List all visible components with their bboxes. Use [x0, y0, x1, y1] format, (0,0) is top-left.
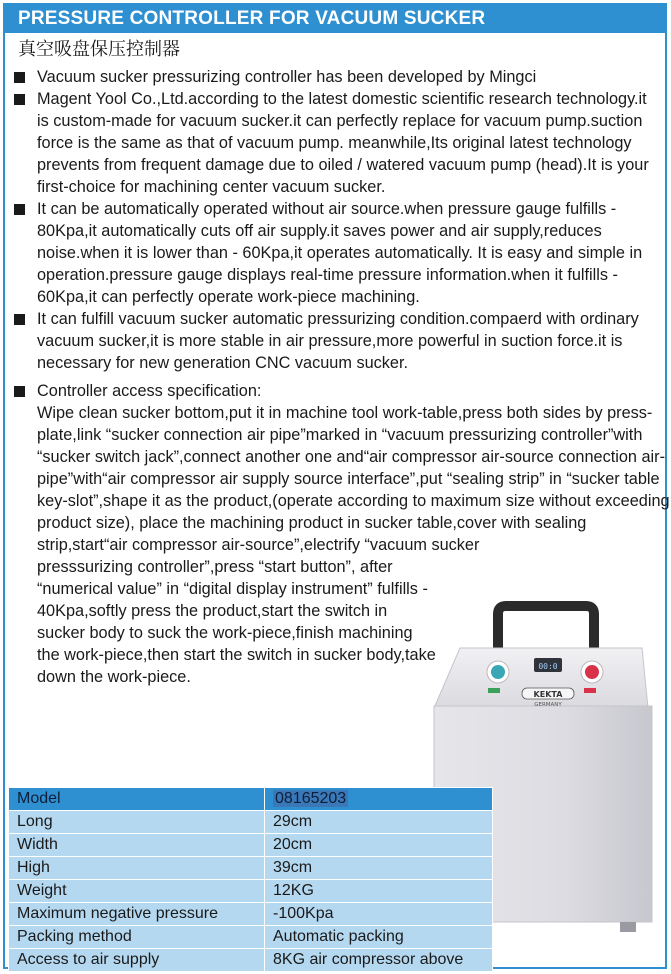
- square-bullet-icon: [14, 204, 25, 215]
- spec-row: [9, 857, 493, 880]
- spec-row: [9, 949, 493, 972]
- paragraph-intro: [14, 66, 662, 88]
- stop-button-icon: [585, 665, 599, 679]
- page-title: PRESSURE CONTROLLER FOR VACUUM SUCKER: [5, 5, 665, 33]
- paragraph-text: It can fulfill vacuum sucker automatic pressurizing condition.compaerd with ordinary vacuum sucker,it is more stable in air pressure,more powerful in suction force.it is necessary for new generation CNC vacuum sucker.: [37, 310, 639, 372]
- spec-instructions: Wipe clean sucker bottom,put it in machine tool work-table,press both sides by press-plate,link “sucker connection air pipe”marked in “vacuum pressurizing controller”with “sucker switch jack”,connect another one and“air compressor air-source connection air-pipe”with“air compressor air supply source interface”,put “sealing strip” in “sucker table key-slot”,shape it as the product,(operate according to maximum size without exceeding product size), place the machining product in sucker table,cover with sealing strip,start“air compressor air-source”,electrify “vacuum sucker: [37, 404, 670, 554]
- spec-label: Packing method: [9, 926, 265, 949]
- spec-row: [9, 788, 493, 811]
- spec-label: Access to air supply: [9, 949, 265, 972]
- square-bullet-icon: [14, 72, 25, 83]
- spec-row: [9, 834, 493, 857]
- brand-logo: KEKTA: [533, 690, 563, 699]
- paragraph-text: Vacuum sucker pressurizing controller has been developed by Mingci: [37, 68, 537, 86]
- spec-label: Width: [9, 834, 265, 857]
- spec-value: 12KG: [265, 880, 493, 903]
- spec-label: Maximum negative pressure: [9, 903, 265, 926]
- spec-label: Long: [9, 811, 265, 834]
- spec-value: [265, 788, 493, 811]
- paragraph-access-spec: [14, 380, 662, 402]
- spec-row: [9, 811, 493, 834]
- square-bullet-icon: [14, 94, 25, 105]
- model-number: 08165203: [275, 790, 347, 807]
- spec-value: -100Kpa: [265, 903, 493, 926]
- paragraph-advantage: [14, 308, 662, 374]
- paragraph-text: It can be automatically operated without air source.when pressure gauge fulfills - 80Kpa,it automatically cuts off air supply.it saves power and air supply,reduces noise.when it is lower than - 60Kpa,it operates automatically. It is easy and simple in operation.pressure gauge displays real-time pressure information.when it fulfills - 60Kpa,it can perfectly operate work-piece machining.: [37, 200, 643, 306]
- paragraph-technology: [14, 88, 662, 198]
- brand-origin: GERMANY: [534, 702, 562, 708]
- paragraph-operation: [14, 198, 662, 308]
- spec-label: High: [9, 857, 265, 880]
- spec-value: 29cm: [265, 811, 493, 834]
- square-bullet-icon: [14, 386, 25, 397]
- spec-row: [9, 880, 493, 903]
- spec-instructions-continued: presssurizing controller”,press “start button”, after “numerical value” in “digital display instrument” fulfills - 40Kpa,softly press the product,start the switch in sucker body to suck the work-piece,finish machining the work-piece,then start the switch in sucker body,take down the work-piece.: [37, 558, 436, 686]
- spec-value: Automatic packing: [265, 926, 493, 949]
- spec-label: Weight: [9, 880, 265, 903]
- start-button-icon: [491, 665, 505, 679]
- spec-table: [8, 787, 493, 972]
- spec-value: 20cm: [265, 834, 493, 857]
- chinese-title: 真空吸盘保压控制器: [18, 39, 180, 60]
- spec-value: 8KG air compressor above: [265, 949, 493, 972]
- square-bullet-icon: [14, 314, 25, 325]
- spec-row: [9, 903, 493, 926]
- description-body: [14, 66, 670, 688]
- paragraph-text: Magent Yool Co.,Ltd.according to the latest domestic scientific research technology.it is custom-made for vacuum sucker.it can perfectly replace for vacuum pump.suction force is the same as that of vacuum pump. meanwhile,Its original latest technology prevents from frequent damage due to oiled / watered vacuum pump (head).It is your first-choice for machining center vacuum sucker.: [37, 90, 649, 196]
- spec-label: Model: [9, 788, 265, 811]
- spec-value: 39cm: [265, 857, 493, 880]
- display-value: 00:0: [538, 662, 558, 671]
- spec-heading: Controller access specification:: [37, 382, 262, 400]
- spec-row: [9, 926, 493, 949]
